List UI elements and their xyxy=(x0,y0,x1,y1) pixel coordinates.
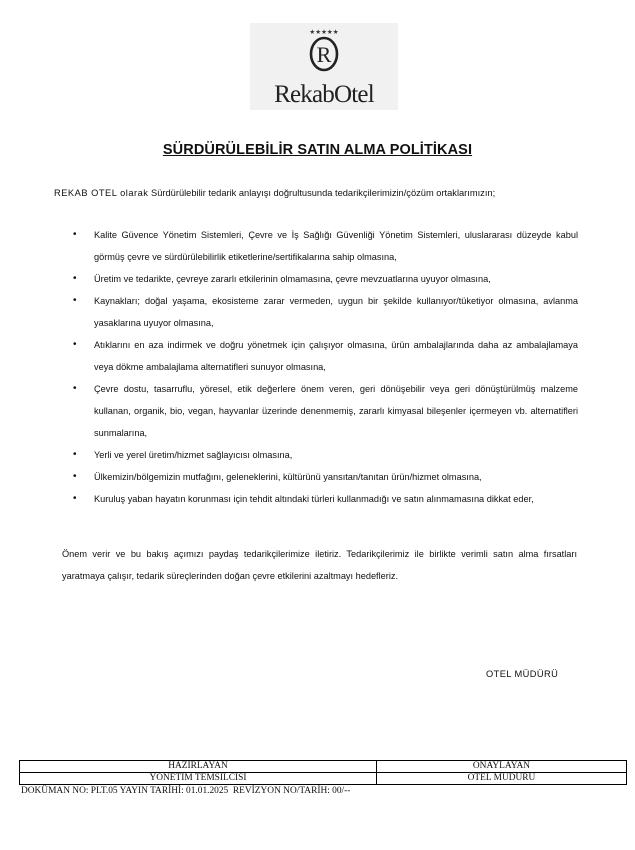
bullet: • xyxy=(73,493,77,504)
prepared-header-cell: HAZIRLAYAN xyxy=(20,761,377,773)
list-item xyxy=(70,224,578,268)
bullet: • xyxy=(73,229,77,240)
list-item-text: Kuruluş yaban hayatın korunması için tehdit altındaki türleri kullanmadığı ve satın alınmamasına dikkat eder, xyxy=(94,494,534,504)
list-item xyxy=(70,444,578,466)
list-item xyxy=(70,466,578,488)
bullet: • xyxy=(73,295,77,306)
approval-table xyxy=(19,760,627,785)
list-item xyxy=(70,488,578,510)
bullet: • xyxy=(73,449,77,460)
list-item xyxy=(70,268,578,290)
intro-text: Sürdürülebilir tedarik anlayışı doğrultusunda tedarikçilerimizin/çözüm ortaklarımızın; xyxy=(148,188,496,198)
list-item-text: Kalite Güvence Yönetim Sistemleri, Çevre ve İş Sağlığı Güvenliği Yönetim Sistemleri, uluslararası düzeyde kabul görmüş çevre ve sürdürülebilirlik etiketlerine/sertifikalarına sahip olmasına, xyxy=(94,230,578,262)
list-item xyxy=(70,290,578,334)
approved-header-cell: ONAYLAYAN xyxy=(376,761,626,773)
bullet: • xyxy=(73,273,77,284)
list-item xyxy=(70,334,578,378)
bullet: • xyxy=(73,383,77,394)
signature-title: OTEL MÜDÜRÜ xyxy=(486,669,559,679)
logo-brand-text: RekabOtel xyxy=(274,81,374,108)
document-info-footer: DOKÜMAN NO: PLT.05 YAYIN TARİHİ: 01.01.2025 REVİZYON NO/TARİH: 00/-- xyxy=(21,786,351,796)
intro-brand: REKAB OTEL olarak xyxy=(54,188,149,198)
closing-paragraph: Önem verir ve bu bakış açımızı paydaş tedarikçilerimize iletiriz. Tedarikçilerimiz ile birlikte verimli satın alma fırsatları yaratmaya çalışır, tedarik süreçlerinden doğan çevre etkilerini azaltmayı hedefleriz. xyxy=(62,549,577,581)
list-item-text: Çevre dostu, tasarruflu, yöresel, etik değerlere önem veren, geri dönüşebilir veya geri dönüştürülmüş malzeme kullanan, organik, bio, vegan, hayvanlar üzerinde denenmemiş, zararlı kimyasal bileşenler içermeyen vb. alternatifleri sunmalarına, xyxy=(94,384,578,438)
page-title: SÜRDÜRÜLEBİLİR SATIN ALMA POLİTİKASI xyxy=(162,142,473,158)
list-item xyxy=(70,378,578,444)
policy-criteria-list xyxy=(70,224,578,510)
prepared-by-cell: YÖNETİM TEMSİLCİSİ xyxy=(20,773,377,785)
intro-paragraph xyxy=(54,188,594,198)
list-item-text: Atıklarını en aza indirmek ve doğru yönetmek için çalışıyor olmasına, ürün ambalajlarında daha az ambalajlamaya veya dökme ambalajlama alternatifleri sunuyor olmasına, xyxy=(94,340,578,372)
list-item-text: Yerli ve yerel üretim/hizmet sağlayıcısı olmasına, xyxy=(94,450,293,460)
list-item-text: Ülkemizin/bölgemizin mutfağını, geleneklerini, kültürünü yansıtan/tanıtan ürün/hizmet olmasına, xyxy=(94,472,482,482)
list-item-text: Üretim ve tedarikte, çevreye zararlı etkilerinin olmamasına, çevre mevzuatlarına uyuyor olmasına, xyxy=(94,274,491,284)
logo-stars: ★★★★★ xyxy=(309,28,339,36)
bullet: • xyxy=(73,471,77,482)
logo-monogram: R xyxy=(316,42,332,67)
logo-graphic xyxy=(250,23,398,110)
table-row xyxy=(20,773,627,785)
approved-by-cell: OTEL MÜDÜRÜ xyxy=(376,773,626,785)
list-item-text: Kaynakları; doğal yaşama, ekosisteme zarar vermeden, uygun bir şekilde kullanıyor/tüketiyor olmasına, avlanma yasaklarına uyuyor olmasına, xyxy=(94,296,578,328)
bullet: • xyxy=(73,339,77,350)
table-row xyxy=(20,761,627,773)
hotel-logo xyxy=(250,23,398,110)
